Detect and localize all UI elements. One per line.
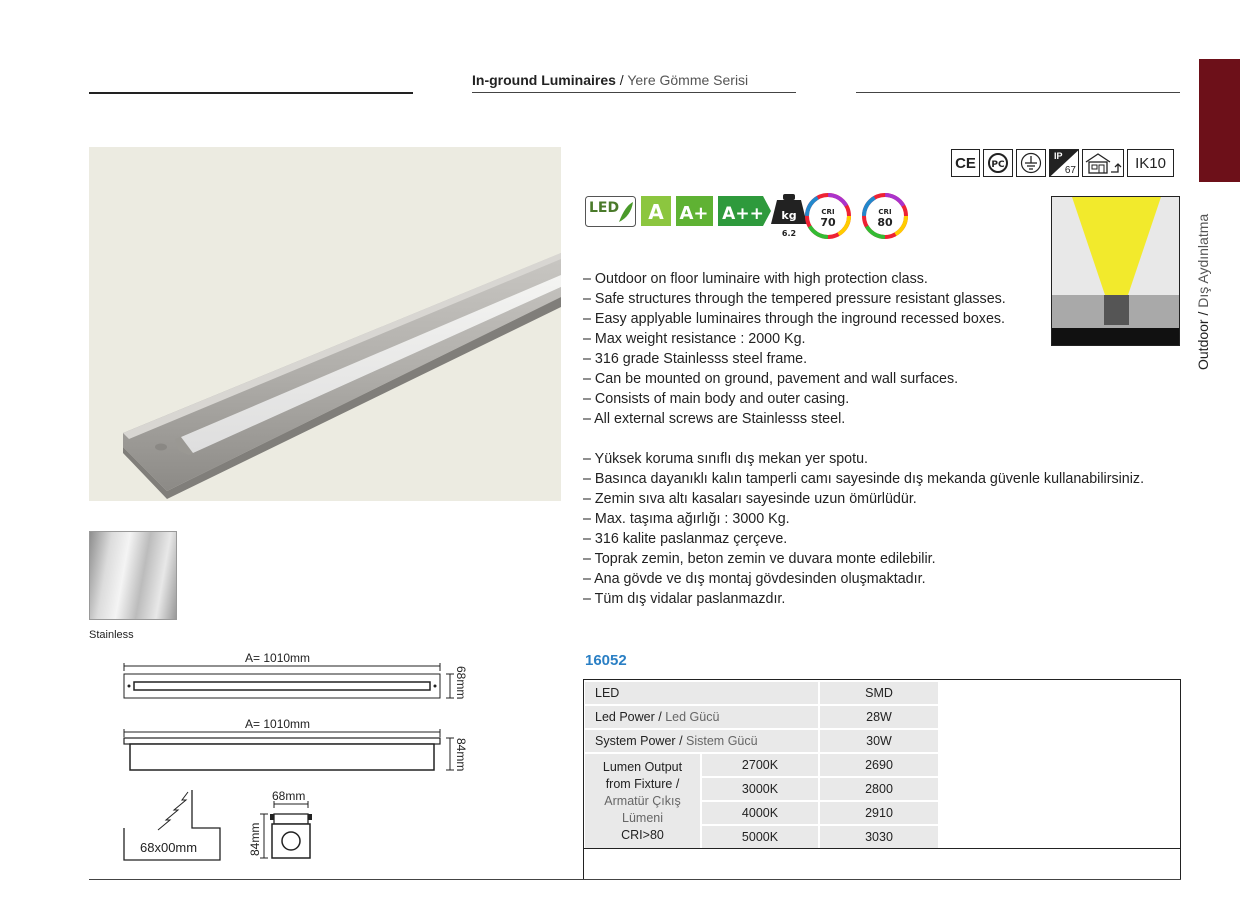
list-item: – Basınca dayanıklı kalın tamperli camı sayesinde dış mekanda güvenle kullanabilirsiniz. (583, 471, 1145, 487)
svg-text:A+: A+ (679, 203, 709, 224)
spec-label-system-power: System Power (595, 734, 676, 748)
product-photo (89, 147, 561, 501)
lumen-value: 3030 (820, 826, 940, 848)
svg-text:A++: A++ (722, 204, 764, 224)
energy-class-a-plus-plus (718, 196, 771, 226)
header-rule-left (89, 92, 413, 94)
svg-text:CRI: CRI (821, 208, 835, 216)
list-item: – Yüksek koruma sınıflı dış mekan yer spotu. (583, 451, 869, 467)
list-item: – 316 kalite paslanmaz çerçeve. (583, 531, 788, 547)
certification-row (951, 149, 1174, 177)
side-length-label: A= 1010mm (245, 717, 311, 731)
list-item: – Max weight resistance : 2000 Kg. (583, 331, 806, 347)
lumen-temp: 2700K (702, 754, 820, 776)
list-item: – Zemin sıva altı kasaları sayesinde uzun ömürlüdür. (583, 491, 917, 507)
page-title-en: In-ground Luminaires (472, 72, 616, 88)
weight-value: 6.2 (781, 229, 797, 238)
side-height-label: 84mm (454, 738, 468, 772)
table-row: Led Power / Led Gücü 28W (585, 706, 940, 728)
svg-text:kg: kg (781, 209, 797, 222)
top-length-label: A= 1010mm (245, 651, 311, 665)
earth-ground-icon (1016, 149, 1046, 177)
lumen-temp: 3000K (702, 778, 820, 800)
beam-diagram (1051, 196, 1180, 346)
lumen-value: 2800 (820, 778, 940, 800)
energy-class-a-plus (676, 196, 713, 226)
ip-rating-icon: IP 67 (1049, 149, 1079, 177)
table-row (585, 682, 940, 704)
list-item: – 316 grade Stainlesss steel frame. (583, 351, 808, 367)
weight-icon (771, 194, 807, 238)
ce-mark-icon: CE (951, 149, 980, 177)
list-item: – Easy applyable luminaires through the inground recessed boxes. (583, 311, 1006, 327)
list-item: – Can be mounted on ground, pavement and wall surfaces. (583, 371, 959, 387)
energy-class-a (641, 196, 671, 226)
lumen-temp: 5000K (702, 826, 820, 848)
list-item: – Ana gövde ve dış montaj gövdesinden oluşmaktadır. (583, 571, 926, 587)
side-view-drawing (120, 728, 470, 778)
list-item: – Safe structures through the tempered pressure resistant glasses. (583, 291, 1006, 307)
page-title-tr: Yere Gömme Serisi (627, 72, 749, 88)
list-item: – Consists of main body and outer casing. (583, 391, 850, 407)
spec-value-led: SMD (820, 682, 940, 704)
list-item: – Max. taşıma ağırlığı : 3000 Kg. (583, 511, 790, 527)
lumen-value: 2690 (820, 754, 940, 776)
svg-text:CRI: CRI (878, 208, 892, 216)
cri-80-icon (864, 195, 906, 237)
top-view-drawing (120, 662, 470, 708)
badge-row (585, 192, 915, 240)
spec-label-led-power: Led Power (595, 710, 655, 724)
finish-label: Stainless (89, 629, 134, 641)
luminaire-illustration (89, 147, 561, 501)
lumen-value: 2910 (820, 802, 940, 824)
lumen-temp: 4000K (702, 802, 820, 824)
footer-rule (89, 879, 1181, 880)
feature-list-en (583, 269, 1006, 429)
table-row (585, 754, 940, 776)
list-item: – All external screws are Stainlesss steel. (583, 411, 846, 427)
page-title: In-ground Luminaires / Yere Gömme Serisi (472, 72, 749, 88)
section-width-label: 68mm (272, 789, 306, 803)
ik-rating-icon: IK10 (1127, 149, 1174, 177)
section-height-label: 84mm (248, 822, 262, 856)
svg-text:80: 80 (877, 216, 893, 229)
section-tab (1199, 59, 1240, 182)
list-item: – Toprak zemin, beton zemin ve duvara monte edilebilir. (583, 551, 936, 567)
header-rule-right (856, 92, 1180, 93)
spec-value-system-power: 30W (820, 730, 940, 752)
cutout-label: 68x00mm (140, 840, 198, 855)
spec-label-led: LED (595, 686, 620, 700)
product-code: 16052 (585, 652, 627, 669)
spec-table (585, 680, 940, 850)
lumen-group-label: Lumen Output from Fixture / Armatür Çıkış Lümeni CRI>80 (585, 754, 702, 848)
finish-swatch (89, 531, 177, 620)
cri-70-icon (807, 195, 849, 237)
svg-text:A: A (648, 200, 664, 224)
top-height-label: 68mm (454, 666, 468, 700)
header-rule-middle (472, 92, 796, 93)
led-label: LED (589, 200, 620, 216)
spec-value-led-power: 28W (820, 706, 940, 728)
section-label-tr: Dış Aydınlatma (1195, 213, 1211, 308)
led-badge (586, 197, 636, 227)
feature-list-tr (583, 449, 1144, 609)
section-drawing (258, 800, 328, 862)
eac-mark-icon (983, 149, 1013, 177)
table-row: System Power / Sistem Gücü 30W (585, 730, 940, 752)
section-label: Outdoor / Dış Aydınlatma (1195, 213, 1211, 370)
house-indoor-outdoor-icon (1082, 149, 1124, 177)
svg-text:70: 70 (820, 216, 836, 229)
section-label-en: Outdoor (1195, 319, 1211, 370)
svg-text:PC: PC (991, 160, 1005, 170)
list-item: – Tüm dış vidalar paslanmazdır. (583, 591, 786, 607)
list-item: – Outdoor on floor luminaire with high protection class. (583, 271, 928, 287)
